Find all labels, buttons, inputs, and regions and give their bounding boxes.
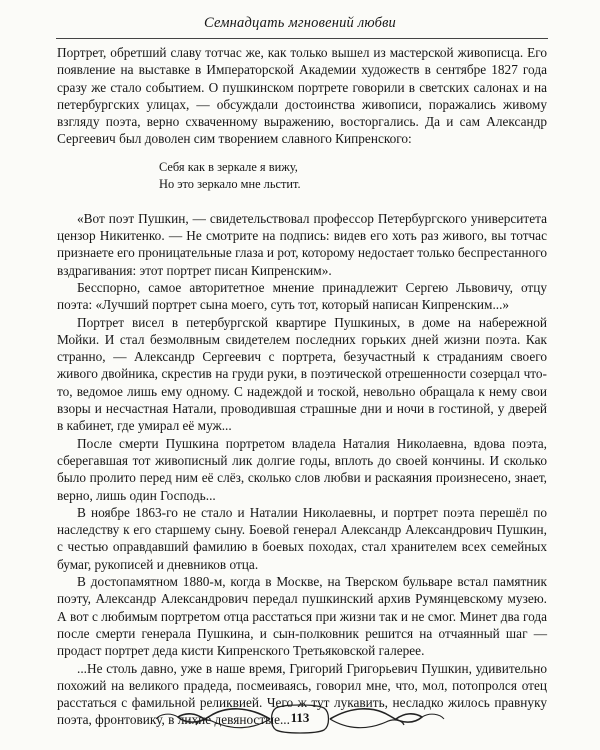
paragraph-great-grandson: ...Не столь давно, уже в наше время, Григорий Григорьевич Пушкин, удивительно похожий на великого прадеда, посмеиваясь, говорил мне, что, мол, потопролся отец расстаться с фамильной реликвией. Чего ж тут лукавить, несладко жилось правнуку поэта, фронтовику, в лихие девяностые... [57, 660, 547, 728]
verse-quote [57, 159, 547, 193]
paragraph-portrait-fame: Портрет, обретший славу тотчас же, как только вышел из мастерской живописца. Его появление на выставке в Императорской Академии художеств в сентябре 1827 года сразу же стало событием. О пушкинском портрете говорили в светских салонах и на петербургских улицах, — обсуждали достоинства живописи, поражались живому взгляду поэта, верно схваченному выражению, восторгались. Да и сам Александр Сергеевич был доволен сим творением славного Кипренского: [57, 45, 547, 147]
paragraph-1880: В достопамятном 1880-м, когда в Москве, на Тверском бульваре встал памятник поэту, Александр Александрович передал пушкинский архив Румянцевскому музею. А вот с любимым портретом отца расстаться при жизни так и не смог. Минет два года после смерти генерала Пушкина, и сын-полковник решится на отчаянный шаг — продаст портрет деда кисти Кипренского Третьяковской галерее. [57, 574, 547, 659]
paragraph-widow: После смерти Пушкина портретом владела Наталия Николаевна, вдова поэта, сберегавшая тот живописный лик долгие годы, вплоть до своей кончины. И сколько было пролито перед ним её слёз, сколько слов любви и раскаяния произнесено, знает, верно, лишь один Господь... [57, 435, 547, 503]
running-header: Семнадцать мгновений любви [203, 15, 397, 31]
paragraph-eldest-son: В ноябре 1863-го не стало и Наталии Николаевны, и портрет поэта перешёл по наследству к его старшему сыну. Боевой генерал Александр Александрович Пушкин, с честью оправдавший фамилию в боевых походах, стал хранителем всех семейных бумаг, рукописей и дневников отца. [57, 504, 547, 572]
paragraph-father-opinion: Бесспорно, самое авторитетное мнение принадлежит Сергею Львовичу, отцу поэта: «Лучший портрет сына моего, суть тот, который написан Кипренским...» [57, 279, 547, 313]
page-body [57, 44, 547, 729]
page-number: 113 [290, 710, 310, 725]
page-footer [0, 704, 600, 734]
verse-line: Но это зеркало мне льстит. [159, 176, 301, 191]
paragraph-nikitenko-quote: «Вот поэт Пушкин, — свидетельствовал профессор Петербургского университета цензор Никитенко. — Не смотрите на подпись: видев его хоть раз живого, вы тотчас признаете его проницательные глаза и рот, которому недостает только беспрестанного вздрагивания: этот портрет писан Кипренским». [57, 210, 547, 278]
verse-line: Себя как в зеркале я вижу, [159, 159, 298, 174]
paragraph-moika-apartment: Портрет висел в петербургской квартире Пушкиных, в доме на набережной Мойки. И стал безмолвным свидетелем последних горьких дней жизни поэта. Как странно, — Александр Сергеевич с портрета, безучастный к страданиям своего живого двойника, скрестив на груди руки, в поэтической отрешенности созерцал что-то, ведомое лишь ему одному. С надеждой и тоской, невольно обращала к нему свои взоры и несчастная Натали, проводившая страшные дни и ночи в гостиной, у дверей в кабинет, где умирал её муж... [57, 314, 547, 434]
header-divider [56, 38, 548, 39]
